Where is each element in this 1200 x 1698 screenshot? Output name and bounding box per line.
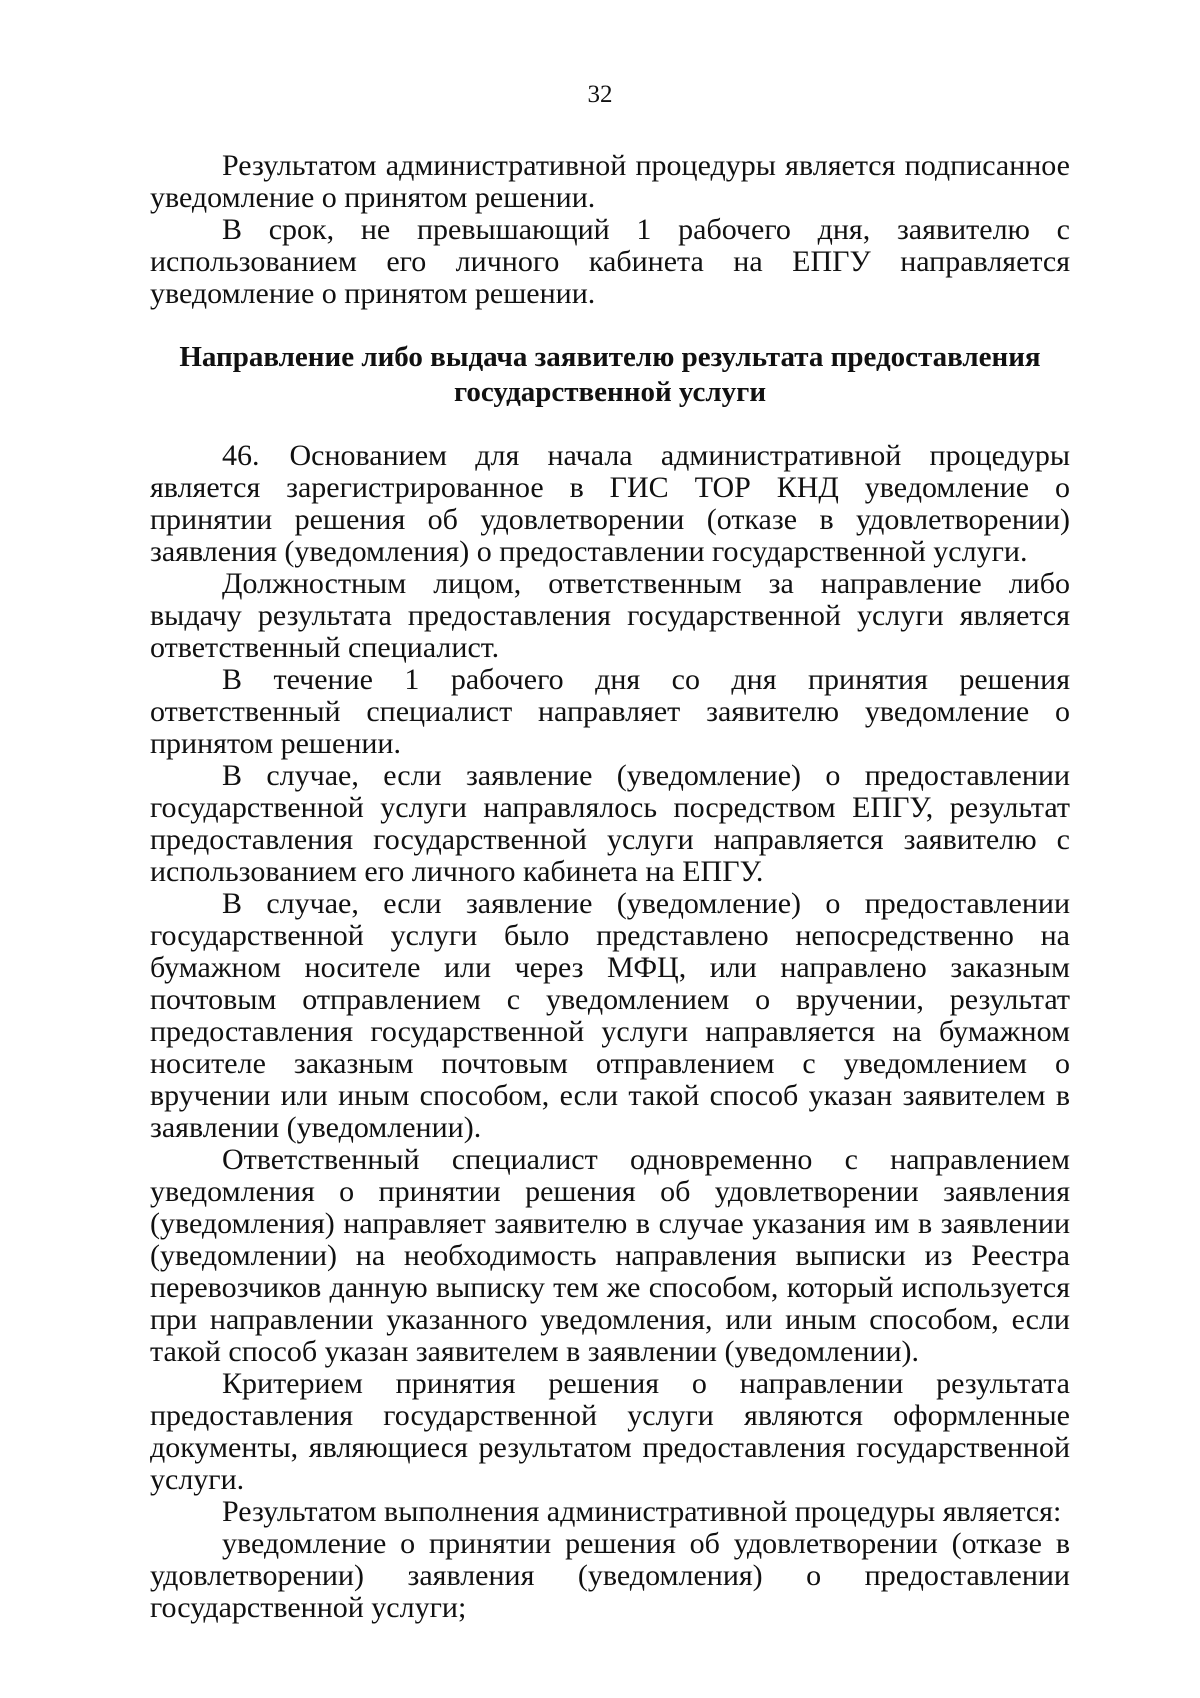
paragraph-procedure-result: Результатом выполнения административной процедуры является: — [222, 1495, 1062, 1528]
page-number: 32 — [587, 81, 613, 108]
section-heading-line-2: государственной услуги — [453, 376, 767, 408]
paragraph-decision-notice-item: уведомление о принятии решения об удовлетворении (отказе в удовлетворении) заявления (уведомления) о предоставлении государственной услуги; — [150, 1527, 1070, 1624]
paragraph-registry-extract: Ответственный специалист одновременно с направлением уведомления о принятии решения об удовлетворении заявления (уведомления) направляет заявителю в случае указания им в заявлении (уведомлении) на необходимость направления выписки из Реестра перевозчиков данную выписку тем же способом, который используется при направлении указанного уведомления, или иным способом, если такой способ указан заявителем в заявлении (уведомлении). — [150, 1143, 1070, 1368]
document-body — [150, 150, 1070, 1624]
paragraph-epgu-case: В случае, если заявление (уведомление) о предоставлении государственной услуги направлялось посредством ЕПГУ, результат предоставления государственной услуги направляется заявителю с использованием его личного кабинета на ЕПГУ. — [150, 759, 1070, 888]
paragraph-46-basis: 46. Основанием для начала административной процедуры является зарегистрированное в ГИС ТОР КНД уведомление о принятии решения об удовлетворении (отказе в удовлетворении) заявления (уведомления) о предоставлении государственной услуги. — [150, 439, 1070, 568]
paragraph-result-notice: Результатом административной процедуры является подписанное уведомление о принятом решении. — [150, 149, 1070, 214]
paragraph-decision-criterion: Критерием принятия решения о направлении результата предоставления государственной услуги являются оформленные документы, являющиеся результатом предоставления государственной услуги. — [150, 1367, 1070, 1496]
paragraph-paper-case: В случае, если заявление (уведомление) о предоставлении государственной услуги было представлено непосредственно на бумажном носителе или через МФЦ, или направлено заказным почтовым отправлением с уведомлением о вручении, результат предоставления государственной услуги направляется на бумажном носителе заказным почтовым отправлением с уведомлением о вручении или иным способом, если такой способ указан заявителем в заявлении (уведомлении). — [150, 887, 1070, 1144]
paragraph-deadline-notice: В срок, не превышающий 1 рабочего дня, заявителю с использованием его личного кабинета на ЕПГУ направляется уведомление о принятом решении. — [150, 213, 1070, 310]
paragraph-responsible-official: Должностным лицом, ответственным за направление либо выдачу результата предоставления государственной услуги является ответственный специалист. — [150, 567, 1070, 664]
paragraph-one-day-notice: В течение 1 рабочего дня со дня принятия решения ответственный специалист направляет заявителю уведомление о принятом решении. — [150, 663, 1070, 760]
section-heading — [150, 340, 1070, 410]
section-heading-line-1: Направление либо выдача заявителю результата предоставления — [179, 341, 1041, 373]
